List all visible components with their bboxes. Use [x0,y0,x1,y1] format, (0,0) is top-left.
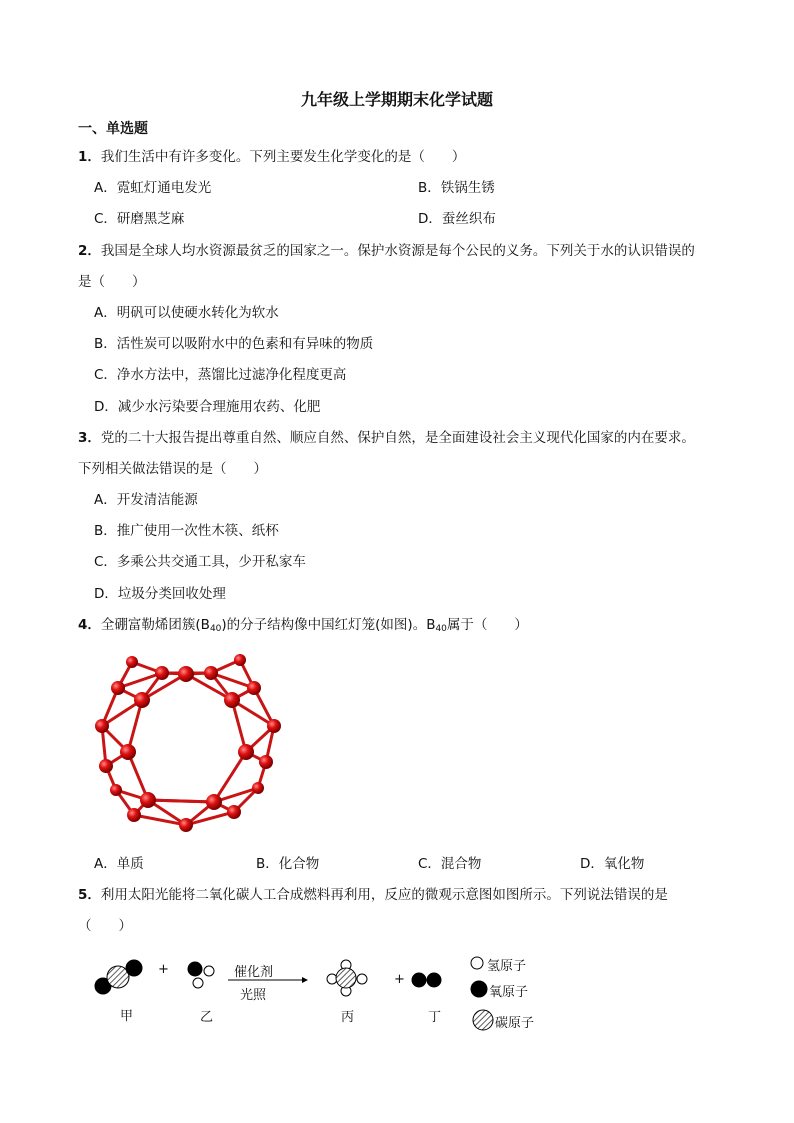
plus-sign-1: + [158,962,169,977]
catalyst-label: 催化剂 [234,965,274,980]
question-3-text-line1: 党的二十大报告提出尊重自然、顺应自然、保护自然，是全面建设社会主义现代化国家的内在要求。 [100,430,695,446]
question-4-text-b: )的分子结构像中国红灯笼(如图)。B [221,617,436,633]
question-2-option-a: A．明矾可以使硬水转化为软水 [94,305,279,321]
question-4-subscript-2: 40 [435,624,447,634]
molecule-jia [95,960,142,994]
legend-oxygen-label: 氧原子 [489,985,529,1000]
question-2-text-line2: 是（ ） [78,274,146,290]
question-4-text-a: 全硼富勒烯团簇(B [100,617,210,633]
question-1-option-a: A．霓虹灯通电发光 [94,180,212,196]
molecule-ding [412,973,441,987]
question-2-number: 2． [78,243,101,259]
question-4-stem [78,613,528,633]
plus-sign-2: + [394,972,405,987]
question-1-option-b: B．铁锅生锈 [418,180,495,196]
section-heading: 一、单选题 [78,121,148,137]
question-3-option-d: D．垃圾分类回收处理 [94,586,226,602]
question-2-option-d: D．减少水污染要合理施用农药、化肥 [94,399,321,415]
label-bing: 丙 [341,1010,355,1025]
question-5-stem [78,883,668,903]
question-3-option-c: C．多乘公共交通工具，少开私家车 [94,554,306,570]
question-1-text: 我们生活中有许多变化。下列主要发生化学变化的是（ ） [100,149,466,165]
molecule-bing [327,960,367,996]
question-4-subscript-1: 40 [209,624,222,634]
question-2-option-b: B．活性炭可以吸附水中的色素和有异味的物质 [94,336,374,352]
legend-hydrogen-symbol [471,957,483,969]
question-2-option-c: C．净水方法中，蒸馏比过滤净化程度更高 [94,367,347,383]
question-4-option-d: D．氧化物 [580,856,645,872]
question-4-text-c: 属于（ ） [446,617,528,633]
label-ding: 丁 [428,1010,442,1025]
question-5-number: 5． [78,887,101,903]
page-title: 九年级上学期期末化学试题 [300,90,493,109]
question-4-option-b: B．化合物 [256,856,320,872]
question-5-text-line2: （ ） [78,918,132,934]
question-1-stem [78,145,465,165]
legend-carbon-symbol [473,1010,493,1030]
label-yi: 乙 [200,1010,214,1025]
question-3-stem [78,426,695,446]
label-jia: 甲 [120,1009,134,1024]
question-3-option-a: A．开发清洁能源 [94,492,198,508]
question-4-option-a: A．单质 [94,856,144,872]
question-1-option-c: C．研磨黑芝麻 [94,211,185,227]
question-5-text-line1: 利用太阳光能将二氧化碳人工合成燃料再利用，反应的微观示意图如图所示。下列说法错误的是 [100,887,668,903]
question-4-option-c: C．混合物 [418,856,482,872]
question-1-option-d: D．蚕丝织布 [418,211,496,227]
legend-carbon-label: 碳原子 [495,1016,535,1031]
b40-molecule-figure [88,640,288,840]
question-3-text-line2: 下列相关做法错误的是（ ） [78,461,267,477]
question-2-text-line1: 我国是全球人均水资源最贫乏的国家之一。保护水资源是每个公民的义务。下列关于水的认识错误的 [100,243,695,259]
question-4-number: 4． [78,617,101,633]
molecule-yi [188,962,214,988]
question-1-number: 1． [78,149,101,165]
light-label: 光照 [240,988,267,1003]
legend-hydrogen-label: 氢原子 [487,959,527,974]
question-2-stem [78,239,695,259]
question-3-option-b: B．推广使用一次性木筷、纸杯 [94,523,279,539]
question-3-number: 3． [78,430,101,446]
legend-oxygen-symbol [471,981,487,997]
